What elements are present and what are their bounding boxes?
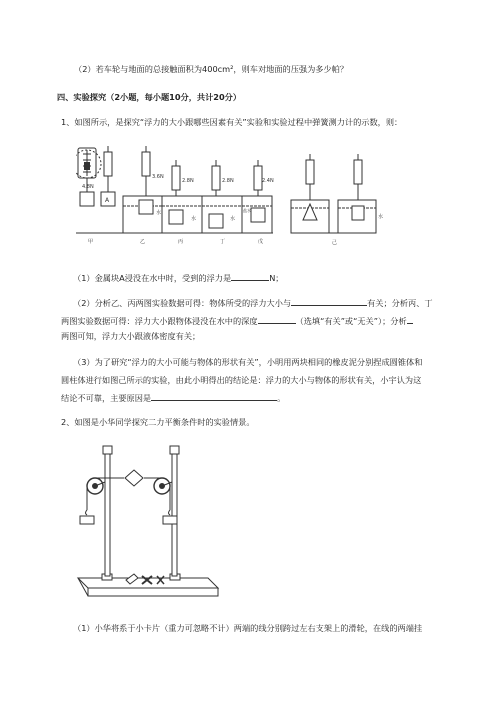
- liquid-bing: 水: [191, 216, 197, 222]
- q1-part3-text-c: 结论不可靠，主要原因是: [61, 393, 152, 403]
- q1-part2-line1: [73, 296, 433, 309]
- q1-part2-text-a: （2）分析乙、丙两图实验数据可得：物体所受的浮力大小与: [73, 298, 292, 308]
- q2-prev-text: （2）若车轮与地面的总接触面积为400cm²，则车对地面的压强为多少帕？: [74, 64, 349, 74]
- q1-part1-text: （1）金属块A浸没在水中时，受到的浮力是: [73, 273, 232, 283]
- q1-part2-text-c: 两图实验数据可得：浮力大小跟物体浸没在水中的深度: [61, 316, 258, 326]
- liquid-ji: 水: [378, 214, 384, 220]
- question-1-stem: 1、如图所示，是探究“浮力的大小跟哪些因素有关”实验和实验过程中弹簧测力计的示数，则：: [61, 117, 403, 127]
- q1-part2-blank-2: [258, 314, 296, 324]
- q1-part3-line3: [61, 391, 285, 404]
- question-2-stem: 2、如图是小华同学探究二力平衡条件时的实验情景。: [61, 417, 255, 427]
- q1-part2-blank-1: [291, 296, 367, 306]
- reading-yi: 3.6N: [152, 174, 164, 180]
- q1-part2-line2: [61, 314, 413, 327]
- label-bing: 丙: [178, 239, 184, 245]
- q1-part1-blank: [231, 271, 269, 281]
- scale-bing: [162, 160, 202, 233]
- balance-apparatus-figure: [64, 438, 224, 600]
- q1-part3-line2: 圆柱体进行如图己所示的实验，由此小明得出的结论是：浮力的大小与物体的形状有关，小宇认为这: [61, 375, 422, 385]
- q1-part1-unit: N；: [269, 273, 284, 283]
- q1-part1: [73, 271, 284, 284]
- scale-ji: [291, 154, 376, 233]
- liquid-ding: 水: [230, 216, 236, 222]
- block-label-a: A: [105, 197, 110, 204]
- q1-part3-text-d: 。: [277, 393, 286, 403]
- label-jia: 甲: [88, 239, 94, 245]
- label-yi: 乙: [140, 239, 146, 245]
- reading-jia: 4.8N: [82, 184, 94, 190]
- section-title: 四、实验探究（2小题，每小题10分，共计20分）: [57, 92, 242, 102]
- q1-part3-line1: （3）为了研究“浮力的大小可能与物体的形状有关”，小明用两块相同的橡皮泥分别捏成圆锥体和: [73, 357, 423, 367]
- scale-jia: [76, 146, 115, 206]
- liquid-wu: 盐水: [243, 208, 251, 213]
- q1-part2-text-b: 有关；分析丙、丁: [367, 298, 433, 308]
- scale-ding: [202, 160, 242, 233]
- label-ji: 己: [332, 240, 338, 246]
- q1-part2-line3: 两图可知，浮力大小跟液体密度有关；: [61, 331, 201, 341]
- liquid-yi: 水: [156, 210, 162, 216]
- label-ding: 丁: [220, 239, 226, 245]
- q2-part1: （1）小华将系于小卡片（重力可忽略不计）两端的线分别跨过左右支架上的滑轮，在线的两端挂: [73, 623, 423, 633]
- label-wu: 戊: [258, 239, 264, 245]
- reading-wu: 2.4N: [262, 178, 274, 184]
- buoyancy-figure: [76, 140, 386, 250]
- q1-part2-blank-3: [407, 314, 413, 324]
- q1-part3-blank: [151, 391, 277, 401]
- scale-yi: [123, 146, 163, 233]
- reading-bing: 2.8N: [182, 178, 194, 184]
- scale-wu: [242, 160, 272, 233]
- q1-part2-text-d: （选填“有关”或“无关”）；分析: [295, 316, 407, 326]
- reading-ding: 2.8N: [222, 178, 234, 184]
